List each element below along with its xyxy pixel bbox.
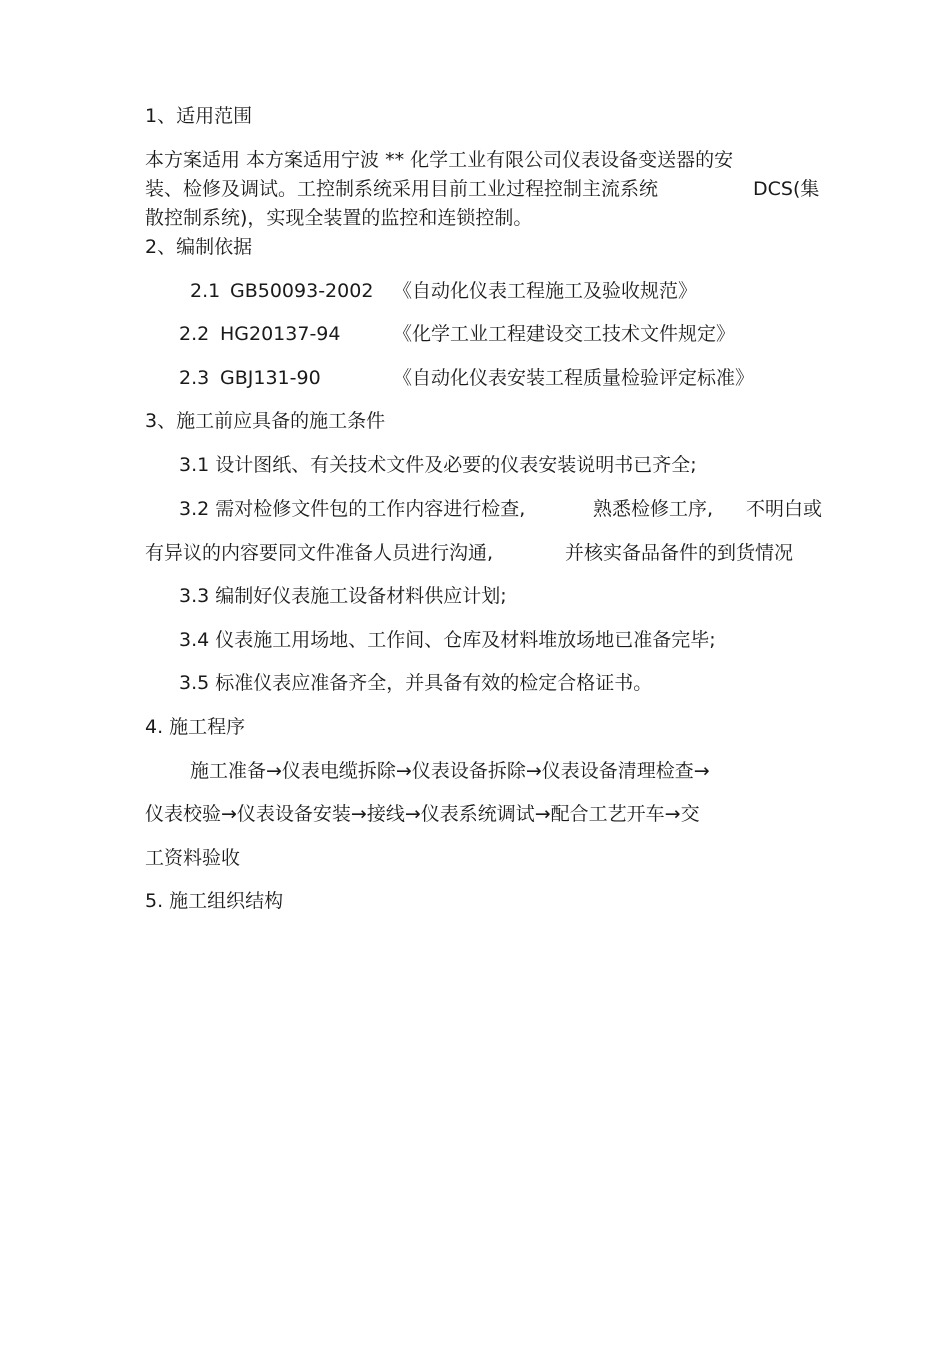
reference-item-code: HG20137-94 [220, 323, 341, 345]
section-1-heading: 1、适用范围 [145, 105, 253, 127]
section-3-heading: 3、施工前应具备的施工条件 [145, 410, 386, 432]
condition-item-3-2-part-e: 并核实备品备件的到货情况 [565, 542, 794, 564]
condition-item-3-2-part-a: 3.2 需对检修文件包的工作内容进行检查, [179, 498, 526, 520]
condition-item-3-2-part-c: 不明白或 [746, 498, 823, 520]
procedure-flow-line-3: 工资料验收 [145, 847, 241, 869]
section-1-paragraph-line-2: 装、检修及调试。工控制系统采用目前工业过程控制主流系统 [145, 178, 659, 200]
procedure-flow-line-2: 仪表校验→仪表设备安装→接线→仪表系统调试→配合工艺开车→交 [145, 803, 700, 825]
reference-item-code: GB50093-2002 [230, 280, 374, 302]
condition-item-3-3: 3.3 编制好仪表施工设备材料供应计划; [179, 585, 507, 607]
condition-item-3-5: 3.5 标准仪表应准备齐全，并具备有效的检定合格证书。 [179, 672, 653, 694]
procedure-flow-line-1: 施工准备→仪表电缆拆除→仪表设备拆除→仪表设备清理检查→ [190, 760, 710, 782]
condition-item-3-2-part-d: 有异议的内容要同文件准备人员进行沟通, [145, 542, 494, 564]
reference-item-number: 2.3 [179, 367, 210, 389]
section-2-heading: 2、编制依据 [145, 236, 253, 258]
section-1-paragraph-line-2-tail: DCS(集 [753, 178, 820, 200]
condition-item-3-2-part-b: 熟悉检修工序, [593, 498, 714, 520]
condition-item-3-1: 3.1 设计图纸、有关技术文件及必要的仪表安装说明书已齐全; [179, 454, 697, 476]
reference-item-number: 2.1 [190, 280, 221, 302]
condition-item-3-4: 3.4 仪表施工用场地、工作间、仓库及材料堆放场地已准备完毕; [179, 629, 716, 651]
section-5-heading: 5. 施工组织结构 [145, 890, 284, 912]
reference-item-code: GBJ131-90 [220, 367, 321, 389]
reference-item-title: 《自动化仪表安装工程质量检验评定标准》 [393, 367, 755, 389]
reference-item-number: 2.2 [179, 323, 210, 345]
section-1-paragraph-line-3: 散控制系统)，实现全装置的监控和连锁控制。 [145, 207, 533, 229]
reference-item-title: 《自动化仪表工程施工及验收规范》 [393, 280, 698, 302]
section-1-paragraph-line-1: 本方案适用 本方案适用宁波 ** 化学工业有限公司仪表设备变送器的安 [145, 149, 734, 171]
section-4-heading: 4. 施工程序 [145, 716, 246, 738]
reference-item-title: 《化学工业工程建设交工技术文件规定》 [393, 323, 736, 345]
